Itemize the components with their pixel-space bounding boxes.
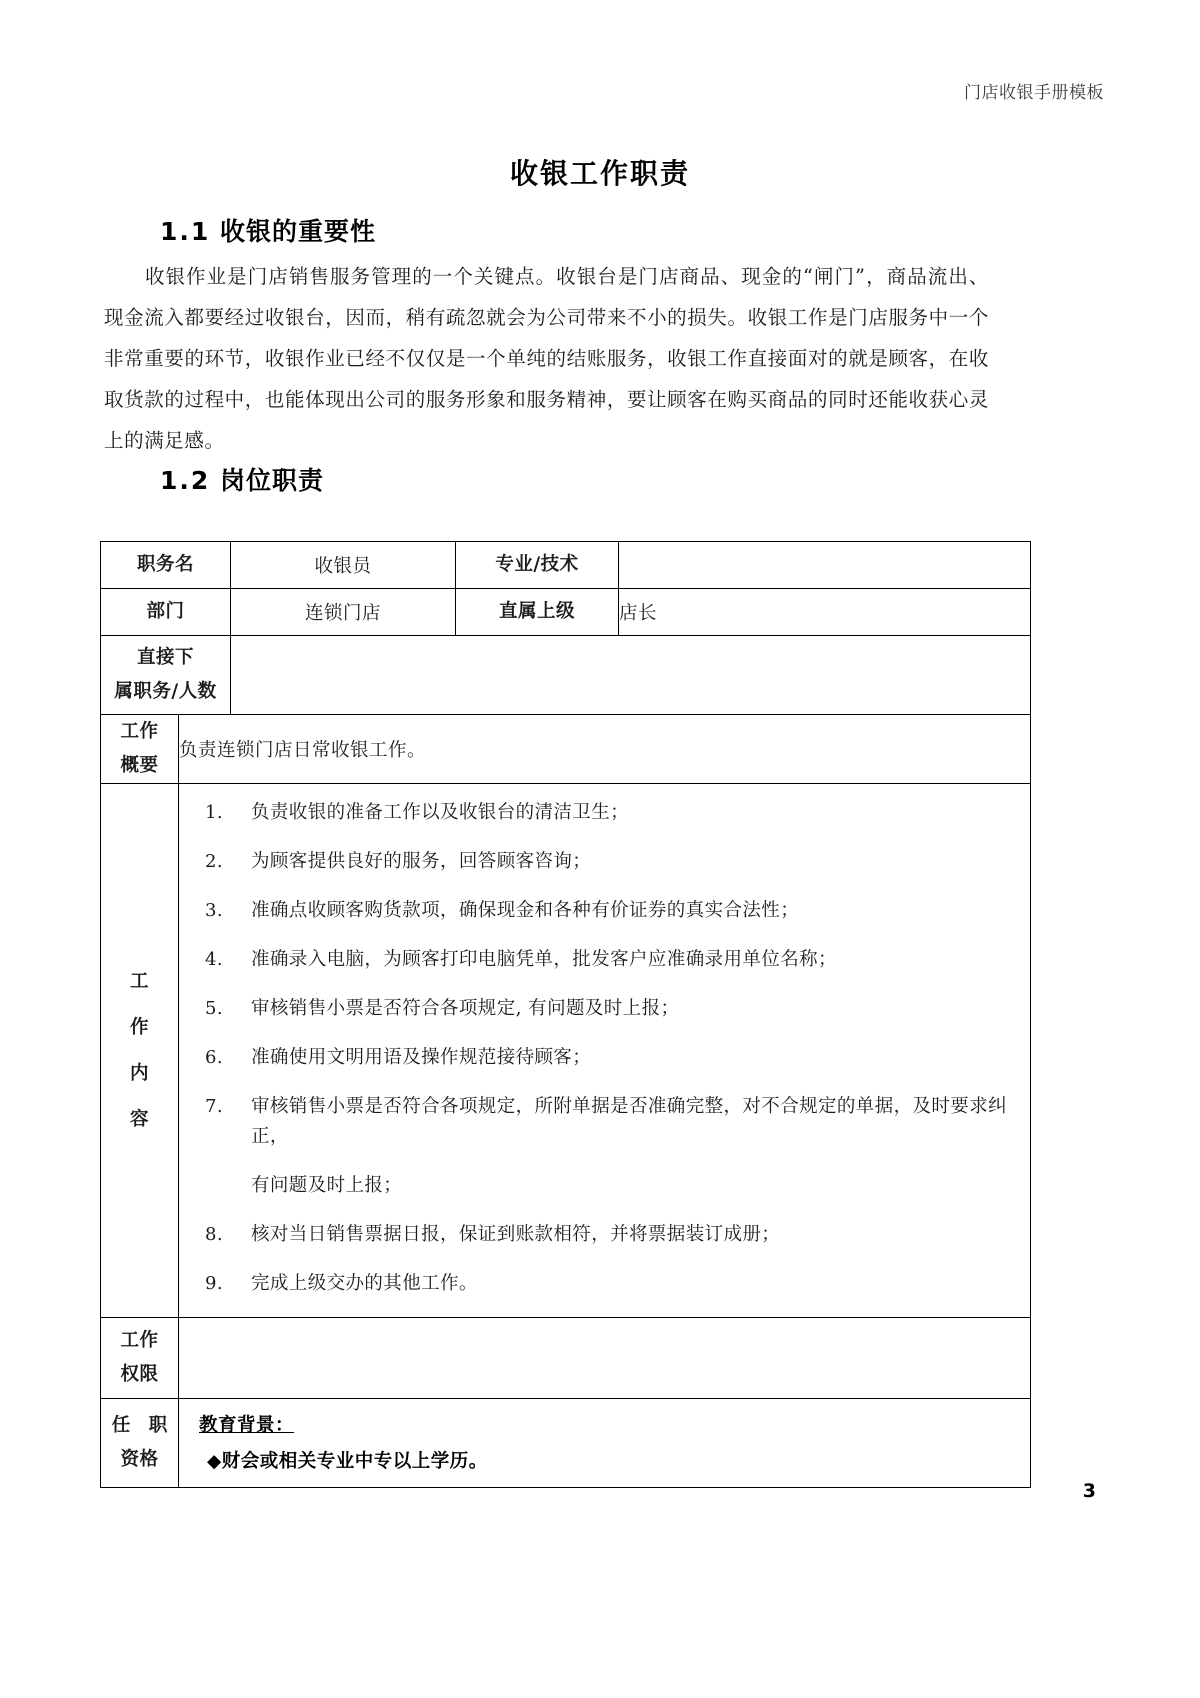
list-item — [199, 896, 1014, 926]
table-row-subordinates — [101, 636, 1031, 715]
duty-text-4: 准确录入电脑，为顾客打印电脑凭单，批发客户应准确录用单位名称； — [251, 949, 837, 970]
section-number-1-1: 1.1 — [160, 217, 211, 246]
cell-subordinates-value — [231, 636, 1031, 715]
section-paragraph-1-1: 收银作业是门店销售服务管理的一个关键点。收银台是门店商品、现金的“闸门”，商品流出、现金流入都要经过收银台，因而，稍有疏忽就会为公司带来不小的损失。收银工作是门店服务中一个非常重要的环节，收银作业已经不仅仅是一个单纯的结账服务，收银工作直接面对的就是顾客，在收取货款的过程中，也能体现出公司的服务形象和服务精神，要让顾客在购买商品的同时还能收获心灵上的满足感。 — [104, 265, 989, 452]
cell-authority-label — [101, 1318, 179, 1399]
duty-text-7-continuation: 有问题及时上报； — [251, 1175, 403, 1196]
duty-text-6: 准确使用文明用语及操作规范接待顾客； — [251, 1047, 592, 1068]
cell-summary-value: 负责连锁门店日常收银工作。 — [179, 715, 1031, 784]
list-item — [199, 994, 1014, 1024]
cell-specialty-value — [619, 542, 1031, 589]
duties-list — [179, 784, 1030, 1317]
cell-department-value: 连锁门店 — [231, 589, 456, 636]
cell-duties-label-char-1: 工 — [129, 970, 149, 992]
duty-text-3: 准确点收顾客购货款项，确保现金和各种有价证券的真实合法性； — [251, 900, 800, 921]
list-item — [199, 945, 1014, 975]
duty-text-7: 审核销售小票是否符合各项规定，所附单据是否准确完整，对不合规定的单据，及时要求纠正， — [251, 1096, 1008, 1147]
duty-text-1: 负责收银的准备工作以及收银台的清洁卫生； — [251, 802, 630, 823]
table-row-position — [101, 542, 1031, 589]
cell-summary-label-line1: 工作 — [120, 721, 159, 742]
table-row-qualification — [101, 1399, 1031, 1488]
section-number-1-2: 1.2 — [160, 466, 211, 495]
cell-department-label: 部门 — [101, 589, 231, 636]
job-description-table — [100, 541, 1031, 1488]
list-item — [199, 1220, 1014, 1250]
list-item — [199, 798, 1014, 828]
cell-authority-label-line2: 权限 — [120, 1364, 159, 1385]
cell-position-value: 收银员 — [231, 542, 456, 589]
table-row-summary — [101, 715, 1031, 784]
qualification-block — [179, 1399, 1030, 1487]
page-number: 3 — [1082, 1480, 1096, 1502]
cell-qualification-label-line2: 资格 — [120, 1449, 159, 1470]
cell-qualification-label-line1: 任 职 — [111, 1415, 174, 1436]
cell-subordinates-label — [101, 636, 231, 715]
list-item — [199, 1269, 1014, 1299]
table-row-department — [101, 589, 1031, 636]
cell-supervisor-label: 直属上级 — [456, 589, 619, 636]
cell-authority-label-line1: 工作 — [120, 1330, 159, 1351]
cell-qualification-value — [179, 1399, 1031, 1488]
list-item — [199, 1043, 1014, 1073]
cell-summary-label-line2: 概要 — [120, 755, 159, 776]
cell-duties-label-char-2: 作 — [129, 1016, 149, 1038]
section-title-1-2: 岗位职责 — [220, 466, 325, 495]
page-title: 收银工作职责 — [509, 157, 690, 190]
cell-duties-label-char-4: 容 — [129, 1108, 149, 1130]
cell-position-label: 职务名 — [101, 542, 231, 589]
cell-duties-label — [101, 784, 179, 1318]
cell-supervisor-value: 店长 — [619, 589, 1031, 636]
duty-text-9: 完成上级交办的其他工作。 — [251, 1273, 478, 1294]
section-heading-1-1 — [160, 212, 1104, 248]
duty-text-5: 审核销售小票是否符合各项规定, 有问题及时上报； — [251, 998, 680, 1019]
table-row-duties — [101, 784, 1031, 1318]
running-header: 门店收银手册模板 — [964, 83, 1104, 103]
cell-duties-label-char-3: 内 — [129, 1062, 149, 1084]
list-item — [199, 847, 1014, 877]
cell-authority-value — [179, 1318, 1031, 1399]
duty-text-2: 为顾客提供良好的服务，回答顾客咨询； — [251, 851, 592, 872]
qualification-education-title: 教育背景： — [199, 1415, 295, 1436]
cell-specialty-label: 专业/技术 — [456, 542, 619, 589]
cell-duties-value — [179, 784, 1031, 1318]
table-row-authority — [101, 1318, 1031, 1399]
cell-subordinates-label-line1: 直接下 — [137, 647, 195, 668]
cell-subordinates-label-line2: 属职务/人数 — [114, 681, 217, 702]
cell-qualification-label — [101, 1399, 179, 1488]
duty-text-8: 核对当日销售票据日报，保证到账款相符，并将票据装订成册； — [251, 1224, 781, 1245]
document-body — [96, 212, 1104, 1488]
list-item — [199, 1092, 1014, 1201]
qualification-education-item: ◆财会或相关专业中专以上学历。 — [207, 1451, 488, 1472]
section-title-1-1: 收银的重要性 — [220, 217, 377, 246]
cell-summary-label — [101, 715, 179, 784]
section-heading-1-2 — [160, 461, 1104, 497]
